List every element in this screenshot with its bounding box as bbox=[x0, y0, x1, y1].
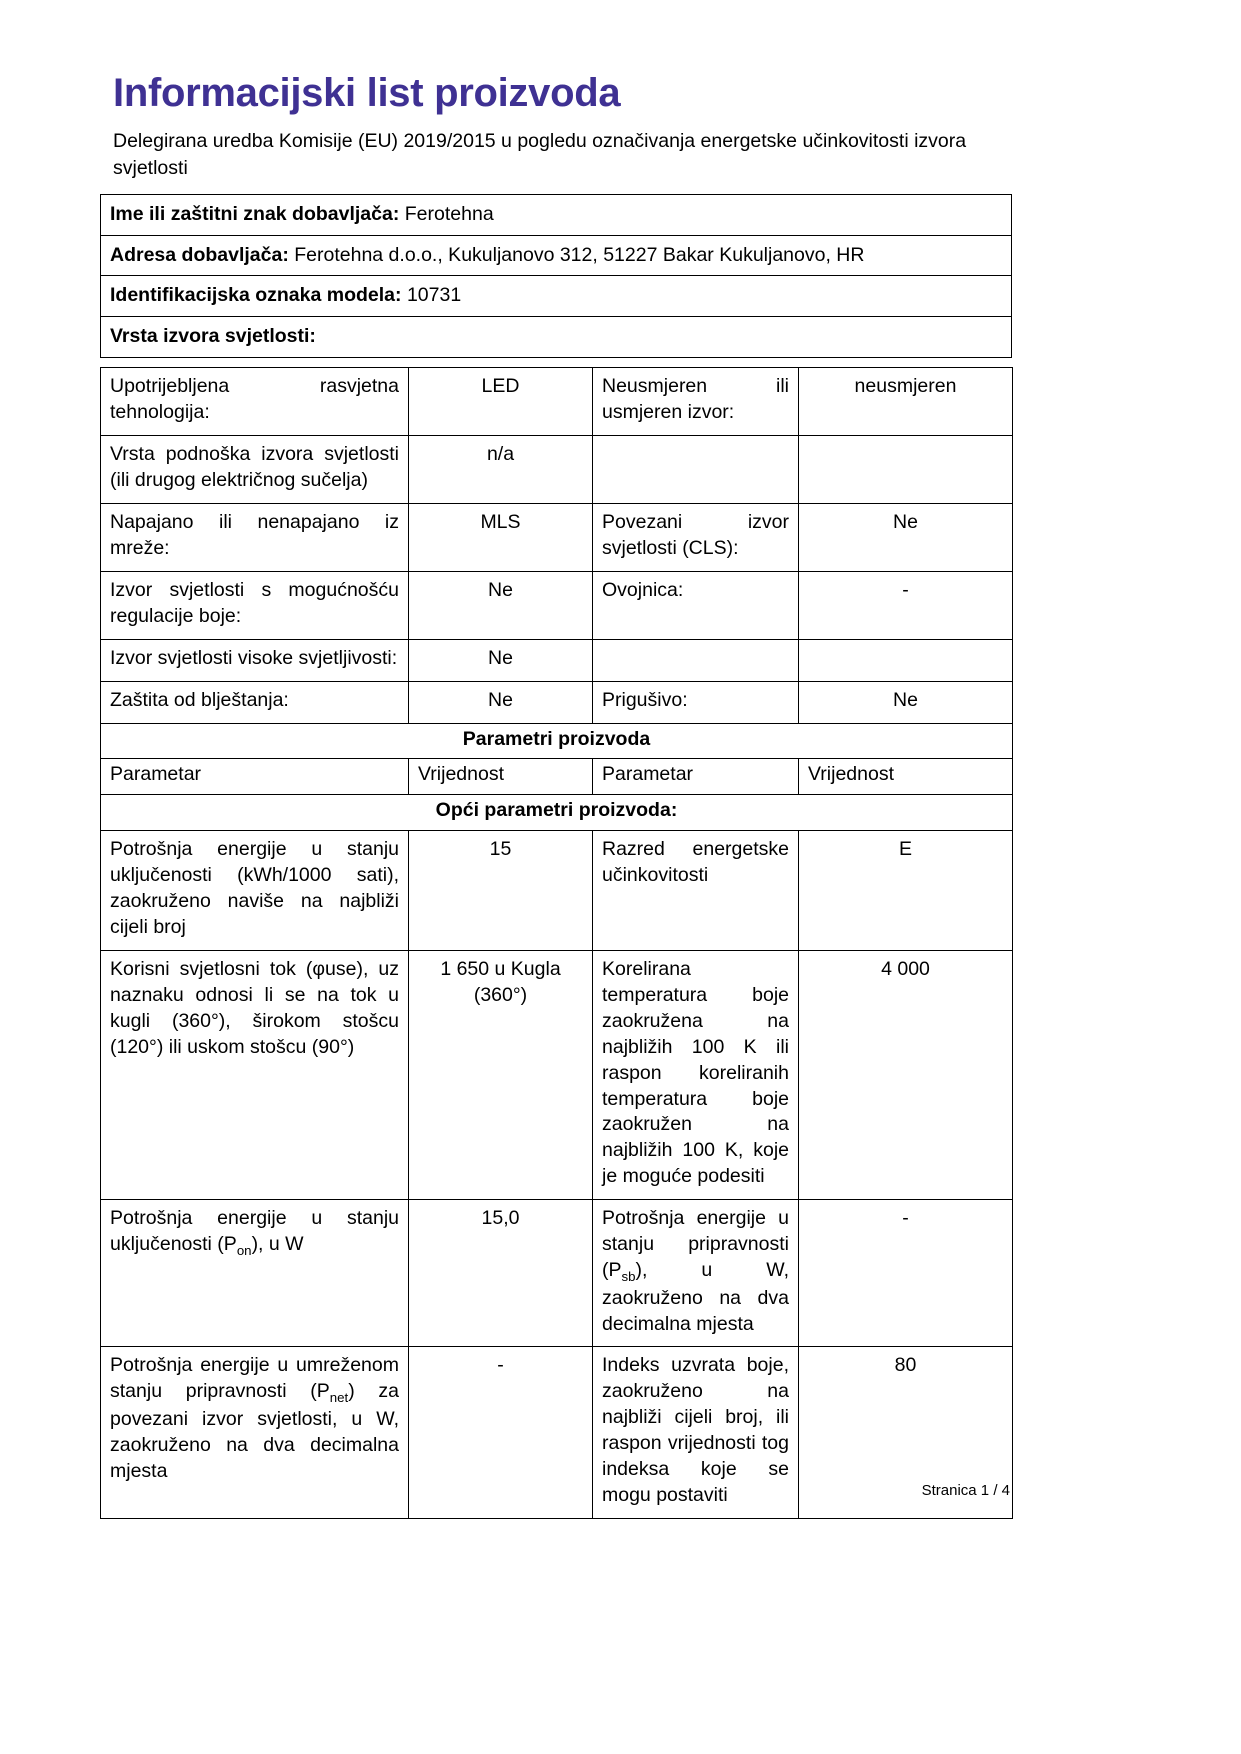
subsection-header-cell: Opći parametri proizvoda: bbox=[101, 795, 1013, 831]
model-label: Identifikacijska oznaka modela: bbox=[110, 284, 402, 307]
table-row bbox=[101, 1200, 1013, 1347]
param-cell: Zaštita od blještanja: bbox=[101, 681, 409, 723]
param-cell: Indeks uzvrata boje, zaokruženo na najbliži cijeli broj, ili raspon vrijednosti tog indeksa koje se mogu postaviti bbox=[593, 1347, 799, 1519]
model-cell bbox=[101, 276, 1012, 317]
param-cell: Ovojnica: bbox=[593, 571, 799, 639]
param-text: Potrošnja energije u stanju uključenosti (P bbox=[110, 1207, 399, 1256]
param-cell: Napajano ili nenapajano iz mreže: bbox=[101, 503, 409, 571]
subscript: net bbox=[329, 1390, 349, 1406]
table-row bbox=[101, 681, 1013, 723]
param-cell bbox=[101, 1347, 409, 1519]
value-cell: 1 650 u Kugla (360°) bbox=[409, 950, 593, 1199]
table-row bbox=[101, 317, 1012, 358]
page-subtitle: Delegirana uredba Komisije (EU) 2019/2015 u pogledu označivanja energetske učinkovitosti izvora svjetlosti bbox=[113, 130, 967, 180]
table-row bbox=[101, 950, 1013, 1199]
value-cell bbox=[799, 639, 1013, 681]
table-row bbox=[101, 436, 1013, 504]
value-cell: Ne bbox=[799, 681, 1013, 723]
value-cell: MLS bbox=[409, 503, 593, 571]
table-row bbox=[101, 235, 1012, 276]
param-cell: Upotrijebljena rasvjetna tehnologija: bbox=[101, 368, 409, 436]
table-row bbox=[101, 795, 1013, 831]
value-cell: E bbox=[799, 831, 1013, 951]
column-header-cell: Vrijednost bbox=[799, 759, 1013, 795]
model-value: 10731 bbox=[406, 284, 462, 307]
type-section-label: Vrsta izvora svjetlosti: bbox=[110, 325, 316, 348]
column-header-cell: Parametar bbox=[593, 759, 799, 795]
section-header-cell: Parametri proizvoda bbox=[101, 723, 1013, 759]
value-cell: 15 bbox=[409, 831, 593, 951]
address-label: Adresa dobavljača: bbox=[110, 243, 289, 266]
param-cell: Izvor svjetlosti visoke svjetljivosti: bbox=[101, 639, 409, 681]
value-cell: - bbox=[799, 1200, 1013, 1347]
column-header-cell: Vrijednost bbox=[409, 759, 593, 795]
value-cell: - bbox=[799, 571, 1013, 639]
table-row bbox=[101, 831, 1013, 951]
value-cell: 15,0 bbox=[409, 1200, 593, 1347]
column-header-cell: Parametar bbox=[101, 759, 409, 795]
subscript: on bbox=[236, 1243, 252, 1259]
table-row bbox=[101, 1347, 1013, 1519]
value-cell: LED bbox=[409, 368, 593, 436]
param-cell: Povezani izvor svjetlosti (CLS): bbox=[593, 503, 799, 571]
param-cell: Vrsta podnoška izvora svjetlosti (ili drugog električnog sučelja) bbox=[101, 436, 409, 504]
param-cell: Potrošnja energije u stanju uključenosti (kWh/1000 sati), zaokruženo naviše na najbliži cijeli broj bbox=[101, 831, 409, 951]
page-number: Stranica 1 / 4 bbox=[921, 1482, 1010, 1499]
param-cell: Korelirana temperatura boje zaokružena na najbližih 100 K ili raspon koreliranih temperatura boje zaokružen na najbližih 100 K, koje je moguće podesiti bbox=[593, 950, 799, 1199]
value-cell: neusmjeren bbox=[799, 368, 1013, 436]
supplier-value: Ferotehna bbox=[404, 202, 494, 225]
param-cell: Korisni svjetlosni tok (φuse), uz naznaku odnosi li se na tok u kugli (360°), širokom stošcu (120°) ili uskom stošcu (90°) bbox=[101, 950, 409, 1199]
table-row bbox=[101, 503, 1013, 571]
value-cell bbox=[799, 436, 1013, 504]
value-cell: - bbox=[409, 1347, 593, 1519]
param-cell: Izvor svjetlosti s mogućnošću regulacije boje: bbox=[101, 571, 409, 639]
table-row bbox=[101, 639, 1013, 681]
param-cell bbox=[593, 436, 799, 504]
param-cell: Neusmjeren ili usmjeren izvor: bbox=[593, 368, 799, 436]
value-cell: 4 000 bbox=[799, 950, 1013, 1199]
param-text: ), u W, zaokruženo na dva decimalna mjesta bbox=[602, 1259, 789, 1335]
table-row bbox=[101, 194, 1012, 235]
value-cell: 80 bbox=[799, 1347, 1013, 1519]
param-text: Potrošnja energije u umreženom stanju pripravnosti (P bbox=[110, 1354, 399, 1403]
param-cell bbox=[101, 1200, 409, 1347]
parameters-table bbox=[100, 367, 1013, 1519]
document-header bbox=[100, 70, 1012, 183]
param-text: ) za povezani izvor svjetlosti, u W, zaokruženo na dva decimalna mjesta bbox=[110, 1380, 399, 1482]
table-row bbox=[101, 723, 1013, 759]
type-section-cell bbox=[101, 317, 1012, 358]
value-cell: Ne bbox=[409, 571, 593, 639]
param-cell: Prigušivo: bbox=[593, 681, 799, 723]
value-cell: Ne bbox=[799, 503, 1013, 571]
page-title: Informacijski list proizvoda bbox=[113, 71, 621, 115]
subscript: sb bbox=[621, 1268, 636, 1284]
table-row bbox=[101, 571, 1013, 639]
document-page bbox=[100, 70, 1012, 1519]
value-cell: Ne bbox=[409, 681, 593, 723]
table-row bbox=[101, 368, 1013, 436]
param-cell: Razred energetske učinkovitosti bbox=[593, 831, 799, 951]
param-text: Potrošnja energije u stanju pripravnosti (P bbox=[602, 1207, 789, 1282]
table-row bbox=[101, 276, 1012, 317]
param-cell bbox=[593, 639, 799, 681]
address-cell bbox=[101, 235, 1012, 276]
value-cell: Ne bbox=[409, 639, 593, 681]
address-value: Ferotehna d.o.o., Kukuljanovo 312, 51227 Bakar Kukuljanovo, HR bbox=[294, 243, 865, 266]
param-text: ), u W bbox=[251, 1233, 304, 1256]
supplier-cell bbox=[101, 194, 1012, 235]
table-row bbox=[101, 759, 1013, 795]
supplier-label: Ime ili zaštitni znak dobavljača: bbox=[110, 202, 400, 225]
supplier-info-table bbox=[100, 194, 1012, 359]
param-cell bbox=[593, 1200, 799, 1347]
value-cell: n/a bbox=[409, 436, 593, 504]
